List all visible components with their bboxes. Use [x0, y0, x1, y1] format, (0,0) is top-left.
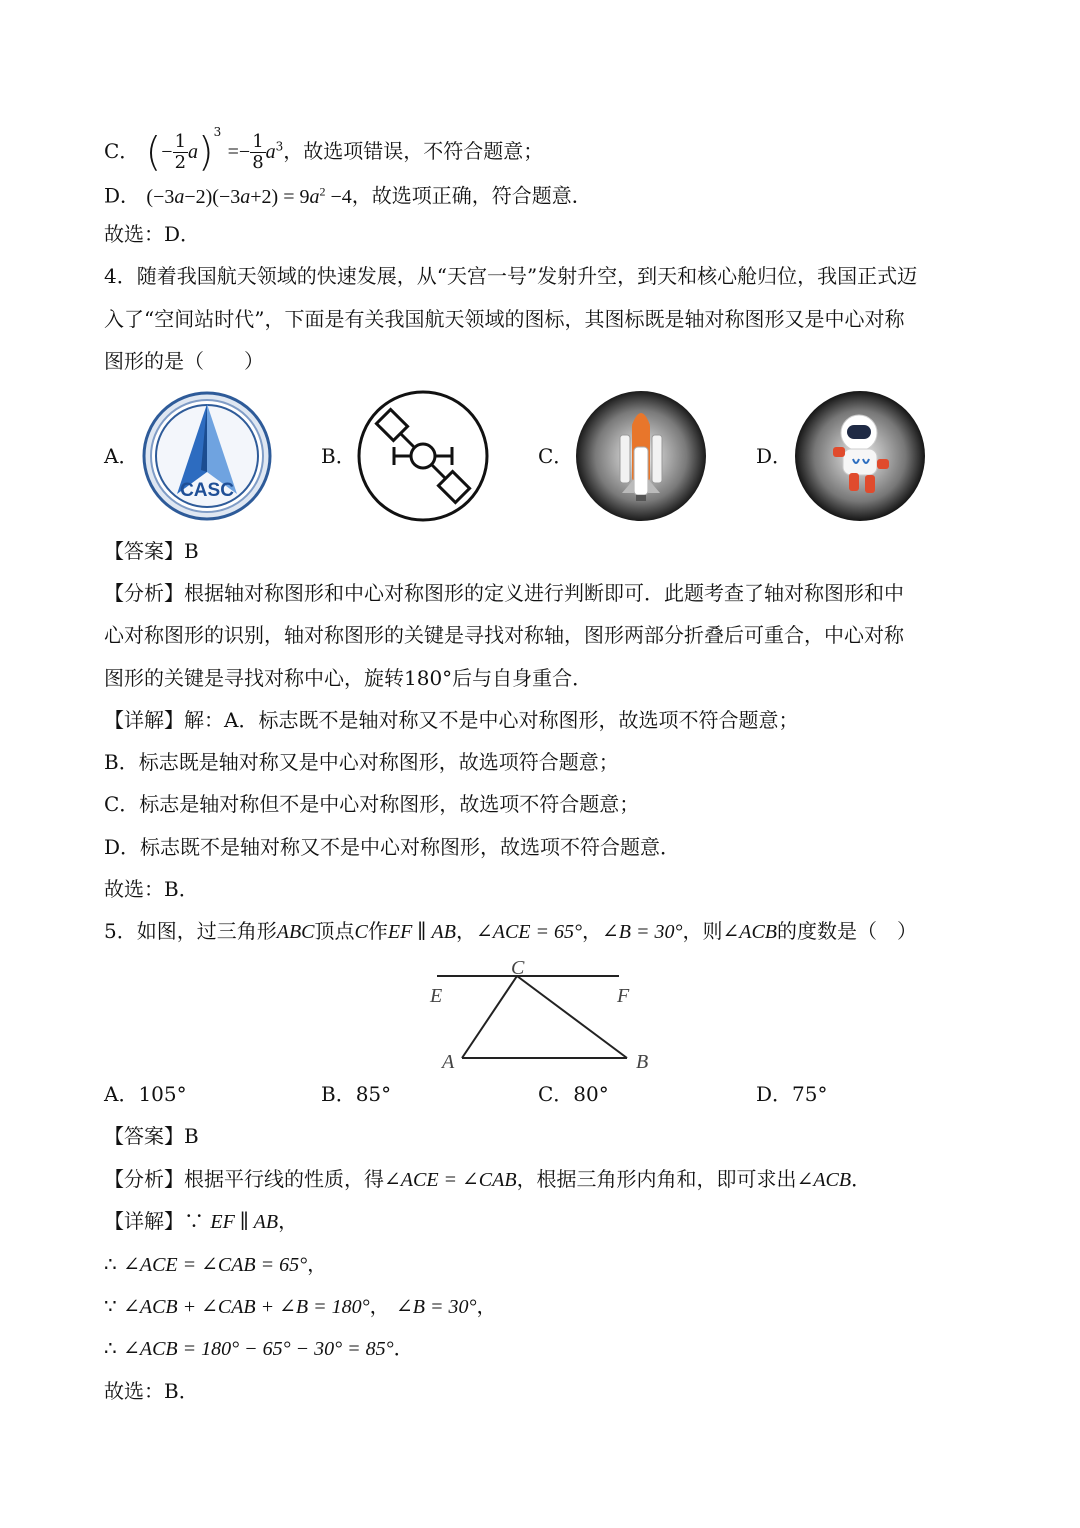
- q5-detail: 【详解】∵ EF ∥ AB，: [104, 1209, 299, 1233]
- fraction-one-eighth: [250, 132, 265, 173]
- q4-answer: 【答案】B: [104, 539, 199, 563]
- label-f: F: [617, 985, 630, 1007]
- q3-choose: 故选：D．: [104, 222, 201, 246]
- q5-step1: ∴ ∠ACE = ∠CAB = 65°，: [104, 1252, 328, 1276]
- q3-option-c: C． (− $\frac{1}{2}$ a)$^3$ =− $\frac{1}{8}$ $a^3$，故选项错误，不符合题意；: [104, 125, 544, 176]
- q4-stem-line2: 入了“空间站时代”，下面是有关我国航天领域的图标，其图标既是轴对称图形又是中心对称: [104, 307, 905, 331]
- q5-answer: 【答案】B: [104, 1124, 199, 1148]
- q5-stem: 5．如图，过三角形ABC顶点C作EF ∥ AB，∠ACE = 65°，∠B = 30°，则∠ACB的度数是（ ）: [104, 919, 918, 943]
- space-station-icon: [356, 389, 490, 523]
- q4-detail-line2: B．标志既是轴对称又是中心对称图形，故选项符合题意；: [104, 750, 619, 774]
- q5-option-c: C．80°: [538, 1082, 609, 1106]
- fraction-one-half: [173, 132, 188, 173]
- q4-stem-line1: 4．随着我国航天领域的快速发展，从“天宫一号”发射升空，到天和核心舱归位，我国正式迈: [104, 264, 918, 288]
- q4-option-b-label: B．: [321, 444, 356, 468]
- q3-d-conclusion: ，故选项正确，符合题意．: [351, 183, 592, 208]
- q4-stem-line3: 图形的是（ ）: [104, 349, 264, 373]
- triangle-figure: [425, 958, 665, 1074]
- equals-minus: =−: [227, 141, 251, 163]
- q4-detail-line3: C．标志是轴对称但不是中心对称图形，故选项不符合题意；: [104, 792, 640, 816]
- casc-logo: [141, 390, 273, 522]
- q5-step2: ∵ ∠ACB + ∠CAB + ∠B = 180°， ∠B = 30°，: [104, 1294, 497, 1318]
- variable-a: a: [265, 141, 276, 163]
- q3-c-conclusion: ，故选项错误，不符合题意；: [283, 139, 544, 163]
- right-paren: ): [198, 129, 214, 176]
- q4-option-d-label: D．: [756, 444, 793, 468]
- q3-c-prefix: C．: [104, 139, 140, 163]
- rocket-icon: [574, 389, 708, 523]
- q4-analysis-line1: 【分析】根据轴对称图形和中心对称图形的定义进行判断即可．此题考查了轴对称图形和中: [104, 581, 904, 605]
- side-cb: [517, 976, 627, 1058]
- label-c: C: [511, 958, 525, 979]
- casc-logo-text: CASC: [180, 480, 234, 501]
- q4-detail-line4: D．标志既不是轴对称又不是中心对称图形，故选项不符合题意．: [104, 835, 681, 859]
- q4-option-c-label: C．: [538, 444, 574, 468]
- left-paren: (: [145, 129, 162, 176]
- label-b: B: [636, 1051, 649, 1073]
- q4-analysis-line2: 心对称图形的识别，轴对称图形的关键是寻找对称轴，图形两部分折叠后可重合，中心对称: [104, 623, 904, 647]
- exponent: 3: [213, 125, 222, 139]
- q5-option-b: B．85°: [321, 1082, 392, 1106]
- label-e: E: [430, 985, 443, 1007]
- q5-choose: 故选：B．: [104, 1379, 199, 1403]
- label-a: A: [442, 1051, 455, 1073]
- q3-d-expression: $(-3a-2)(-3a+2) = 9a^2 -4$: [146, 184, 352, 208]
- q5-analysis: 【分析】根据平行线的性质，得∠ACE = ∠CAB，根据三角形内角和，即可求出∠ACB．: [104, 1167, 872, 1191]
- fraction-denominator: 2: [174, 152, 187, 173]
- q5-option-a: A．105°: [104, 1082, 187, 1106]
- q3-d-prefix: D．: [104, 183, 141, 208]
- q5-option-d: D．75°: [756, 1082, 828, 1106]
- fraction-numerator: 1: [252, 131, 264, 152]
- q5-step3: ∴ ∠ACB = 180° − 65° − 30° = 85°．: [104, 1336, 414, 1360]
- q3-option-d: [104, 177, 592, 211]
- q4-analysis-line3: 图形的关键是寻找对称中心，旋转180°后与自身重合．: [104, 666, 593, 690]
- astronaut-icon: [793, 389, 927, 523]
- exponent: 3: [275, 139, 284, 154]
- variable-a: a: [188, 141, 199, 163]
- q4-option-a-label: A．: [104, 444, 139, 468]
- side-ca: [462, 976, 517, 1058]
- q4-detail-line1: 【详解】解：A．标志既不是轴对称又不是中心对称图形，故选项不符合题意；: [104, 708, 799, 732]
- q4-choose: 故选：B．: [104, 877, 199, 901]
- fraction-denominator: 8: [252, 152, 264, 173]
- fraction-numerator: 1: [174, 131, 187, 152]
